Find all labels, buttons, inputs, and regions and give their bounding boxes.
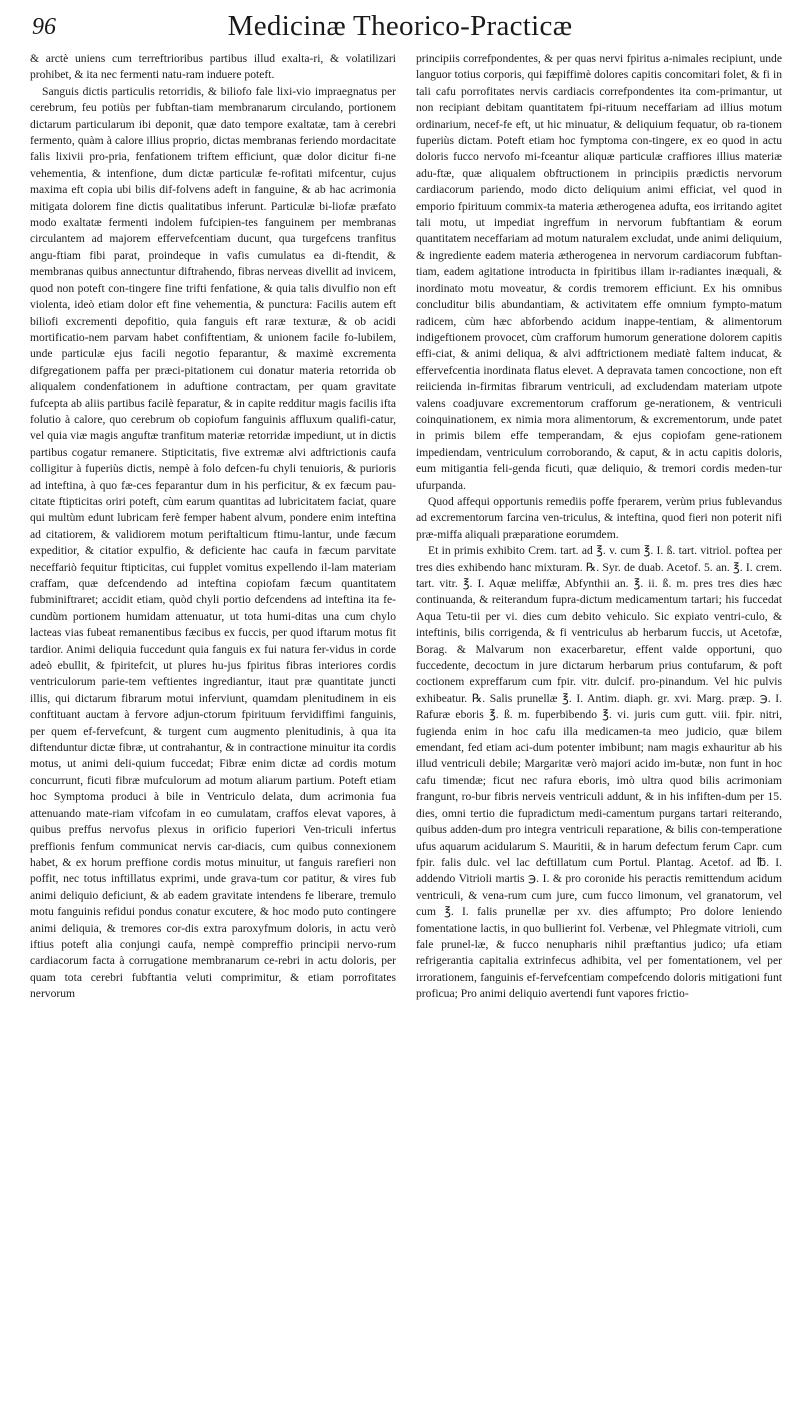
left-paragraph: Sanguis dictis particulis retorridis, & biliofo fale lixi-vio impraegnatus per cerebrum, feu potiùs per fubftan-tiam membranarum circulando, portionem dictarum particularum ibi deponit, quæ dato tempore exaltatæ, tam à cerebri fermento, quàm à calore illius proprio, dictas membranas feriendo mordacitate falis lixivii pro-pria, fenfationem triftem efficiunt, quæ dolor dicitur fi-ne vehementia, & intenfione, dum dictæ particulæ fe-rofitati mifcentur, cujus maxima eft copia ubi bilis dif-folvens adeft in fanguine, & ab hac acrimonia mitigata dolorem fine dictis qualitatibus inferunt. Particulæ bi-liofæ præfato modo exaltatæ fermenti indolem fufcipien-tes fanguinem per membranas circulantem ad majorem effervefcentiam ducunt, qua turgefcens tranfitus angu-ftiam fibi parat, proindeque in vafis cumulatus ea di-ftendit, & membranas quibus annectuntur diftrahendo, fibras nerveas divellit ad invicem, quod non poteft con-tingere fine trifti fenfatione, & quia talis divulfio non eft violenta, ideò etiam dolor eft fine vehementia, & punctura: Facilis autem eft biliofi excrementi depofitio, quia fanguis eft raræ texturæ, & ob acidi mortificatio-nem parvam habet confiftentiam, & unionem facile fo-lubilem, unde particulæ ejus facili negotio feparantur, & maximè excrementa difgregationem paffa per præci-pitationem cui donatur materia retorrida ob aliqualem condenfationem in aduftione contractam, per quam gravitate fufcepta ab aliis partibus facilè feparatur, & in capite redditur magis facilis ifta folutio à calore, quo cerebrum ob copiofum fanguinis affluxum qualifi-catur, vel quia viæ magis anguftæ tranfitum materiæ retorridæ impediunt, ut in dictis partibus cogatur remanere. Stipticitatis, five extremæ alvi adftrictionis caufa colligitur à fuperiùs dictis, nempè à folo defcen-fu chyli tenuioris, & purioris ad inteftina, à quo fæ-ces feparantur dum in his perficitur, & ex fæcum pau-citate ftipticitas oriri poteft, cùm earum quantitas ad lubricitatem faciat, quare qui multùm edunt lubricam ferè femper habent alvum, pondere enim inteftina ad citatiorem, & validiorem motum periftalticum ftimu-lantur, unde fæcum expeditior, & citatior expulfio, & deficiente hac caufa in fæcum parvitate neceffariò fequitur ftipticitas, cui fupplet vomitus expellendo il-lam materiam craffam, quæ defcendendo ad inteftina copiofam fæcum quantitatem fubminiftraret; accidit etiam, quòd chyli portio defcendens ad inteftina ita fe-cundùm portionem humidam attenuatur, ut tota humi-ditas una cum chylo lacteas vias fubeat remanentibus fæcibus ex fuccis, per quod iftarum motus fit tardior. Animi deliquia fuccedunt quia fanguis ex fui natura fer-vidus in corde adeò ebullit, & fpiritefcit, ut plures hu-jus fpiritus fibras interiores cordis ventriculorum parie-tem veftientes ingrediantur, itaut præ quantitate juncti illis, qui dictarum fibrarum motui inferviunt, quamdam plenitudinem in eis conftituant auctam à fervore adjun-ctorum fpirituum fervidiffimi fanguinis, per quem ef-fervefcunt, & turgent cum augmento plenitudinis, à qua ita diftenduntur dictæ fibræ, ut contrahantur, & in contractione minuitur ita cordis motus, ut animi deli-quium fuccedat; Fibræ enim dictæ ad cordis motum concurrunt, ficuti fibræ mufculorum ad motum aliarum partium. Poteft etiam hoc Symptoma produci à bile in Ventriculo delata, dum acrimonia fua attenuando mate-riam vifcofam in eo cumulatam, craffos elevat vapores, à quibus preffus nervofus plexus in orificio fuperiori Ven-triculi infertus preffionis fenfum communicat nervis car-diacis, cum quibus connexionem habet, & ex horum preffione cordis motus minuitur, ut fanguis rarefieri non poffit, nec totus inftillatus exprimi, unde grava-tum cor patitur, & vires fub animi deliquio deficiunt, & ab eadem gravitate intendens fe liberare, tremulo motu fanguinis refidui pondus conatur excutere, & hoc modo puto contingere animi deliquia, & tremores cor-dis extra paroxyfmum doloris, in actu verò iftius poteft alia conjungi caufa, nempè compreffio principii nervo-rum cardiacorum facta à corrugatione membranarum ce-rebri in actu doloris, per quam tota cerebri fubftantia veluti comprimitur, & etiam porrofitates nervorum [30,84,396,1001]
left-column [30,51,396,1401]
left-paragraph: & arctè uniens cum terreftrioribus partibus illud exalta-ri, & volatilizari prohibet, & ita nec fermenti natu-ram induere poteft. [30,52,396,82]
right-paragraph: principiis correfpondentes, & per quas nervi fpiritus a-nimales recipiunt, unde languor totius corporis, qui fæpiffimè dolores capitis concomitari folet, & fi in tali cafu porrofitates nervis cardiacis correfpondentes ita com-primantur, ut non recipiant debitam quantitatem fpi-rituum neceffariam ad illius motum ordinarium, necef-fe eft, ut hic minuatur, & deliquium fequatur, ob ra-tionem fuperiùs dictam. Poteft etiam hoc fymptoma con-tingere, ex eo quod in actu doloris fucco nervofo mi-fceantur aliquæ particulæ craffiores illius materiæ adu-ftæ, quæ aliqualem obftructionem in principiis prædictis nervorum cardiacorum pariendo, modo dicto deliquium animi efficiat, vel quod in emporio fpirituum commix-ta materia ætherogenea adufta, eos irritando agitet tali motu, ut impediat ingreffum in nervorum fubftantiam & eorum quantitatem neceffariam ad motum naturalem excludat, unde animi deliquium, & ingrediente eadem materia ætherogenea in nervorum cardiacorum fubftan-tiam, eadem agitatione introducta in fpiritibus illam ir-radiantes inæquali, & inordinato motu moveatur, & cordis tremorem efficiunt. Ex his omnibus concluditur bilis abundantiam, & activitatem effe omnium fympto-matum radicem, cùm hæc abforbendo acidum inappe-tentiam, & alimentorum indigeftionem provocet, cùm crafforum humorum generatione dolorem capitis effi-ciat, & animi deliqua, & alvi adftrictionem mediatè faltem inducat, & effervefcentia inordinata flatus elevet. A depravata tamen concoctione, non eft reiicienda in-firmitas fibrarum ventriculi, ad excludendam materiam utpote valens coadjuvare excrementorum crafforum ge-nerationem, & ventriculi coinquinationem, ex nimia mora alimentorum, & excrementorum, unde patet in primis bilem effe temperandam, & ejus copiofam gene-rationem impediendam, ventriculum corroborando, & caput, & in actu capitis doloris, eum mitigantia feli-genda ficuti, quæ deliquio, & tremori cordis meden-tur ufurpanda. [416,52,782,492]
right-paragraph: Quod affequi opportunis remediis poffe fperarem, verùm prius fublevandus ad excrementorum farcina ven-triculus, & inteftina, quod fieri non poterit nifi præ-miffa aliquali præparatione eorumdem. [416,494,782,541]
text-columns [30,51,782,1401]
page-number: 96 [32,14,56,40]
right-column [416,51,782,1401]
running-title: Medicinæ Theorico-Practicæ [227,10,573,42]
right-paragraph: Et in primis exhibito Crem. tart. ad ℥. v. cum ℥. I. ß. tart. vitriol. poftea per tres dies exhibendo hanc mixturam. ℞. Syr. de duab. Acetof. 5. an. ℥. I. crem. tart. vitr. ℥. I. Aquæ meliffæ, Abfynthii an. ℥. ii. ß. m. pres tres dies hæc continuanda, & reiterandum fupra-dictum medicamentum tartari; his fuccedat Aqua Tetu-tii per vi. dies cum debito vehiculo. Sic expiato ventri-culo, & inteftinis, bilis corrigenda, & fi ventriculus ab herbarum fuccis, ut Acetofæ, Borag. & Malvarum non exacerbaretur, effent valde opportuni, quo fuccedente, decoctum in jure dictarum herbarum prius contufarum, & poft coctionem expreffarum cum fpir. vitr. dulcif. pro-pinandum. Vel hic pulvis exhibeatur. ℞. Salis prunellæ ℥. I. Antim. diaph. gr. xvi. Marg. præp. ℈. I. Rafuræ eboris ℥. ß. m. fuperbibendo ℥. vi. juris cum gutt. viii. fpir. nitri, fugienda enim in hoc cafu illa medicamen-ta meo judicio, quæ bilem emendant, fed etiam aci-dum potenter imbibunt; nam magis exhauritur ab his illud ventriculi debile; Margaritæ verò majori acido im-butæ, non funt in hoc cafu timendæ; ficut nec rafura eboris, imò ultra quod bilis acrimoniam frangunt, ro-bur fibris nerveis ventriculi addunt, & in his infiften-dum per 15. dies, omni tertio die fupradictum medi-camentum purgans tartari reiterando, quibus adden-dum pro integra ventriculi reparatione, & bilis con-temperatione ufus aquarum acidularum S. Mauritii, & in harum defectum ferum Capr. cum fpir. falis dulc. vel lac deftillatum cum Portul. Plantag. Acetof. ad ℔. I. addendo Vitrioli martis ℈. I. & pro coronide his peractis remittendum acidum ventriculi, & vena-rum cum jure, cum fucco limonum, vel granatorum, vel cum ℥. I. falis prunellæ per xv. dies affumpto; Pro dolore leniendo fomentatione lactis, in quo bullierint fol. Verbenæ, vel Phlegmate vitrioli, cum fale prunel-læ, & fucco nenupharis nihil præftantius judico; ufa etiam refrigerantia capitalia extrinfecus adhibita, vel per fomentationem, vel per irrorationem, fanguinis ef-fervefcentiam compefcendo doloris mitigationi funt proficua; Pro animi deliquio avertendi funt vapores frictio- [416,544,782,1001]
